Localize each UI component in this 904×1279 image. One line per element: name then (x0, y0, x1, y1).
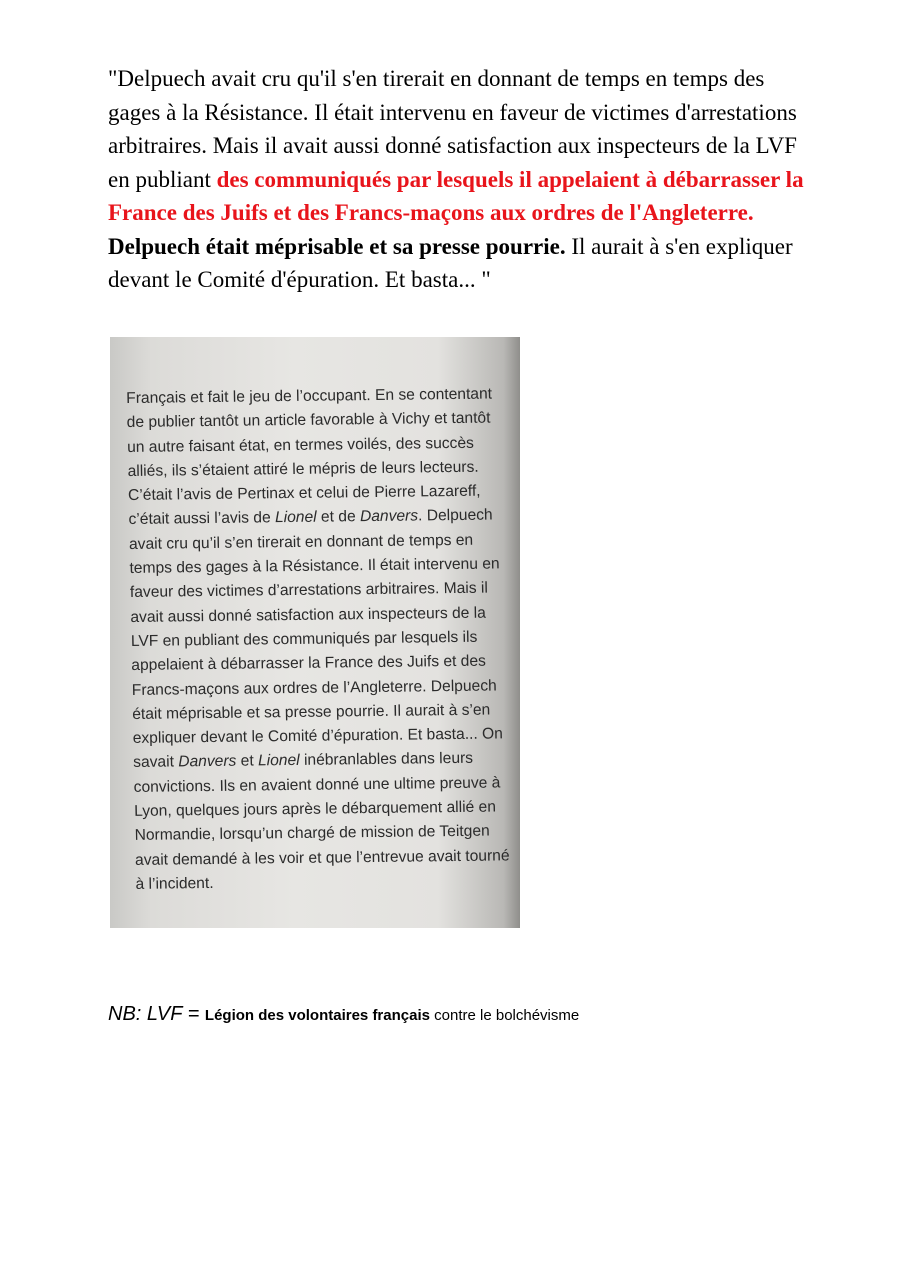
footnote-prefix: NB: LVF = (108, 1003, 205, 1025)
quote-text-start: "Delpuech avait cru qu'il s'en tirerait en donnant de temps en temps des gages à la Résistance. Il était intervenu en faveur de victimes d'arrestations arbitraires. Mais il avait aussi donné satisfaction aux inspecteurs de la LVF en publiant (108, 66, 797, 192)
book-italic-name: Danvers (178, 753, 237, 771)
footnote-bold: Légion des volontaires français (204, 1007, 430, 1024)
book-line: expliquer devant le Comité d’épuration. Et basta... On (132, 725, 504, 748)
quote-paragraph (108, 62, 808, 297)
book-line: avait cru qu’il s’en tirerait en donnant de temps en (128, 531, 474, 553)
book-italic-name: Lionel (257, 752, 300, 770)
book-line: convictions. Ils en avaient donné une ultime preuve à (133, 774, 501, 796)
book-line: Francs-maçons aux ordres de l’Angleterre. Delpuech (131, 677, 497, 699)
book-line: appelaient à débarrasser la France des Juifs et des (131, 652, 487, 675)
book-line: savait Danvers et Lionel inébranlables dans leurs (133, 750, 474, 772)
book-line: alliés, ils s’étaient attiré le mépris de leurs lecteurs. (127, 458, 479, 480)
book-line: de publier tantôt un article favorable à Vichy et tantôt (126, 409, 491, 432)
book-line: temps des gages à la Résistance. Il était intervenu en (129, 555, 500, 578)
quote-highlight: des communiqués par lesquels il appelaient à débarrasser la France des Juifs et des Francs-maçons aux ordres de l'Angleterre. (108, 166, 804, 225)
quote-bold: Delpuech était méprisable et sa presse pourrie. (108, 233, 566, 259)
book-line: Normandie, lorsqu’un chargé de mission de Teitgen (134, 822, 490, 845)
footnote-suffix: contre le bolchévisme (429, 1007, 580, 1024)
quote-text-end: Il aurait à s'en expliquer devant le Comité d'épuration. Et basta... " (108, 233, 793, 292)
footnote (108, 1003, 579, 1026)
book-italic-name: Danvers (359, 507, 419, 526)
book-line: c’était aussi l’avis de Lionel et de Danvers. Delpuech (128, 507, 493, 529)
book-line: LVF en publiant des communiqués par lesquels ils (130, 628, 478, 650)
book-line: Lyon, quelques jours après le débarquement allié en (133, 798, 497, 820)
book-line: avait demandé à les voir et que l’entrevue avait tourné (134, 846, 510, 869)
book-page-text (126, 382, 518, 897)
book-line: à l’incident. (135, 874, 214, 893)
book-line: Français et fait le jeu de l’occupant. En se contentant (126, 385, 493, 407)
book-line: un autre faisant état, en termes voilés, des succès (126, 434, 475, 456)
book-line: C’était l’avis de Pertinax et celui de Pierre Lazareff, (127, 482, 481, 505)
book-italic-name: Lionel (274, 509, 317, 527)
book-line: était méprisable et sa presse pourrie. Il aurait à s’en (132, 701, 491, 723)
book-page-photo (110, 337, 520, 928)
book-line: faveur des victimes d’arrestations arbitraires. Mais il (129, 579, 489, 602)
book-line: avait aussi donné satisfaction aux inspecteurs de la (130, 604, 486, 626)
